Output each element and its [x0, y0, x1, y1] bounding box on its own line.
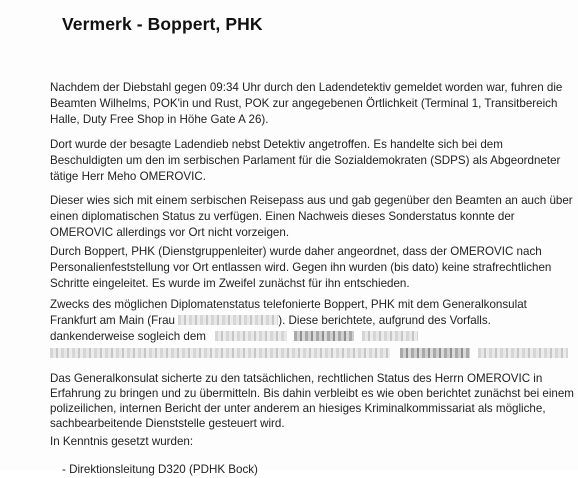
paragraph-consulate-call: [50, 297, 572, 361]
text-line: Erfahrung zu bringen und zu übermitteln. Bis dahin verbleibt es wie oben berichtet zunächst bei einem: [50, 387, 574, 400]
paragraph-order: [50, 244, 572, 292]
redaction-block: [178, 315, 278, 325]
text-line: Das Generalkonsulat sicherte zu den tatsächlichen, rechtlichen Status des Herrn OMEROVIC in: [50, 372, 543, 385]
text-line: Zwecks des möglichen Diplomatenstatus telefonierte Boppert, PHK mit dem Generalkonsulat: [50, 298, 527, 311]
paragraph-notified: [50, 434, 572, 450]
text-line: sachbearbeitende Dienststelle gesteuert wird.: [50, 417, 285, 430]
document-title: Vermerk - Boppert, PHK: [62, 14, 263, 34]
notified-list-item: [62, 462, 578, 478]
paragraph-status-clarification: [50, 371, 572, 431]
text-line: [50, 329, 572, 345]
text-line: Dort wurde der besagte Ladendieb nebst Detektiv angetroffen. Es handelte sich bei dem: [50, 138, 503, 151]
paragraph-passport: [50, 193, 572, 241]
redaction-block: [478, 348, 568, 358]
paragraph-incident-report: [50, 80, 572, 128]
redaction-block: [50, 348, 390, 358]
redaction-block: [362, 331, 418, 341]
text-line: [50, 313, 572, 329]
text-line: Dieser wies sich mit einem serbischen Reisepass aus und gab gegenüber den Beamten an auch über: [50, 194, 573, 207]
text-fragment: Frankfurt am Main (Frau: [50, 314, 175, 327]
text-line: Schritte eingeleitet. Es wurde im Zweifel zunächst für ihn entschieden.: [50, 277, 410, 290]
text-line: Personalienfeststellung vor Ort entlassen wird. Gegen ihn wurden (bis dato) keine strafrechtlichen: [50, 261, 552, 274]
list-line: [62, 462, 578, 478]
text-line: Nachdem der Diebstahl gegen 09:34 Uhr durch den Ladendetektiv gemeldet worden war, fuhren die: [50, 81, 563, 94]
text-fragment: ). Diese berichtete, aufgrund des Vorfalls.: [278, 314, 491, 327]
text-line: In Kenntnis gesetzt wurden:: [50, 435, 194, 448]
redaction-block: [294, 331, 354, 341]
redacted-line: [50, 345, 572, 361]
bullet-dash: -: [62, 463, 66, 476]
redaction-block: [400, 348, 470, 358]
text-line: Beschuldigten um den im serbischen Parlament für die Sozialdemokraten (SDPS) als Abgeordneter: [50, 154, 561, 167]
paragraph-suspect: [50, 137, 572, 185]
text-line: OMEROVIC allerdings vor Ort nicht vorzeigen.: [50, 226, 290, 239]
text-line: tätige Herr Meho OMEROVIC.: [50, 170, 206, 183]
redaction-block: [215, 331, 287, 341]
text-line: einen diplomatischen Status zu verfügen. Einen Nachweis dieses Sonderstatus konnte der: [50, 210, 515, 223]
text-line: Durch Boppert, PHK (Dienstgruppenleiter) wurde daher angeordnet, dass der OMEROVIC nach: [50, 245, 542, 258]
text-line: Halle, Duty Free Shop in Höhe Gate A 26).: [50, 113, 269, 126]
text-line: polizeilichen, internen Bericht der unter anderem an hiesiges Kriminalkommissariat als mögliche,: [50, 402, 546, 415]
text-line: Beamten Wilhelms, POK'in und Rust, POK zur angegebenen Örtlichkeit (Terminal 1, Transitbereich: [50, 97, 558, 110]
notified-party: Direktionsleitung D320 (PDHK Bock): [69, 463, 258, 476]
text-fragment: dankenderweise sogleich dem: [50, 330, 206, 343]
